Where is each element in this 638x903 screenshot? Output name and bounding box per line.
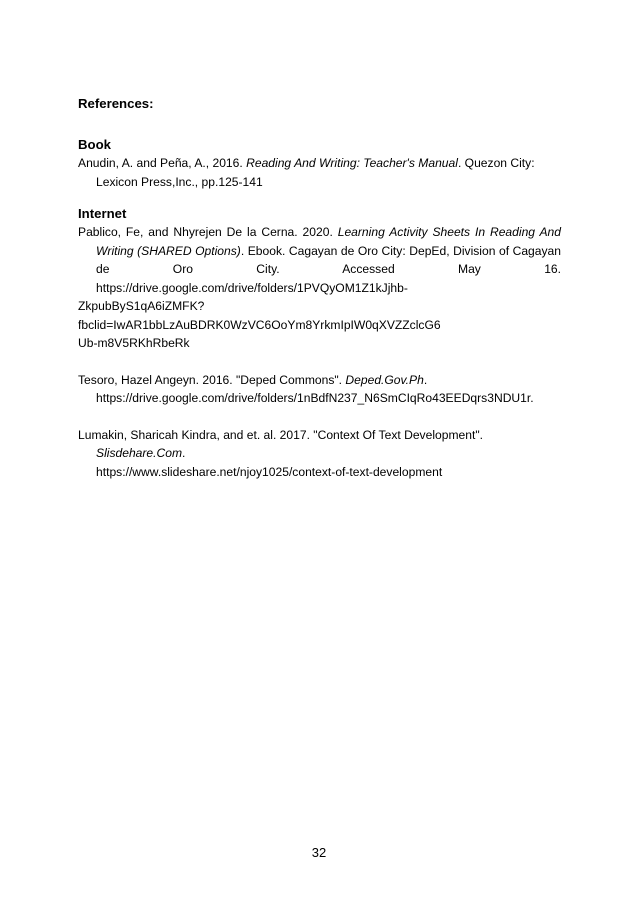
- reference-text: . Ebook. Cagayan de Oro City: DepEd, Division of Cagayan de Oro City. Accessed May 16. https://drive.google.com/drive/folders/1PVQyOM1Z1kJjhb-: [96, 243, 561, 295]
- reference-text: Anudin, A. and Peña, A., 2016.: [78, 156, 247, 170]
- reference-text: Pablico, Fe, and Nhyrejen De la Cerna. 2020.: [78, 225, 338, 239]
- reference-text: Lumakin, Sharicah Kindra, and et. al. 2017. "Context Of Text Development".: [78, 427, 483, 442]
- reference-url: https://drive.google.com/drive/folders/1nBdfN237_N6SmCIqRo43EEDqrs3NDU1r.: [96, 391, 534, 405]
- references-heading: References:: [78, 96, 154, 111]
- reference-title: Deped.Gov.Ph: [345, 372, 424, 387]
- reference-title: Slisdehare.Com: [96, 446, 183, 460]
- internet-reference-entry: [78, 371, 561, 408]
- reference-title: Reading And Writing: Teacher's Manual: [246, 156, 458, 170]
- reference-title: Learning Activity Sheets In Reading And Writing (SHARED Options): [96, 225, 561, 258]
- internet-reference-entry: [78, 426, 561, 482]
- reference-url: https://www.slideshare.net/njoy1025/context-of-text-development: [96, 464, 443, 479]
- page-number: 32: [311, 845, 327, 860]
- internet-reference-entry: [78, 223, 561, 297]
- internet-section-heading: Internet: [78, 206, 127, 221]
- reference-url-line: Ub-m8V5RKhRbeRk: [78, 336, 190, 350]
- book-reference-entry: [78, 154, 561, 191]
- reference-text: . Quezon City: Lexicon Press,Inc., pp.125-141: [96, 156, 535, 189]
- reference-text: .: [423, 372, 428, 387]
- reference-text: Tesoro, Hazel Angeyn. 2016. "Deped Commons".: [78, 372, 346, 387]
- reference-url-line: ZkpubByS1qA6iZMFK?fbclid=IwAR1bbLzAuBDRK0WzVC6OoYm8YrkmIpIW0qXVZZclcG6: [78, 299, 441, 332]
- reference-text: .: [182, 446, 186, 460]
- book-section-heading: Book: [78, 137, 111, 152]
- references-content: [78, 96, 561, 481]
